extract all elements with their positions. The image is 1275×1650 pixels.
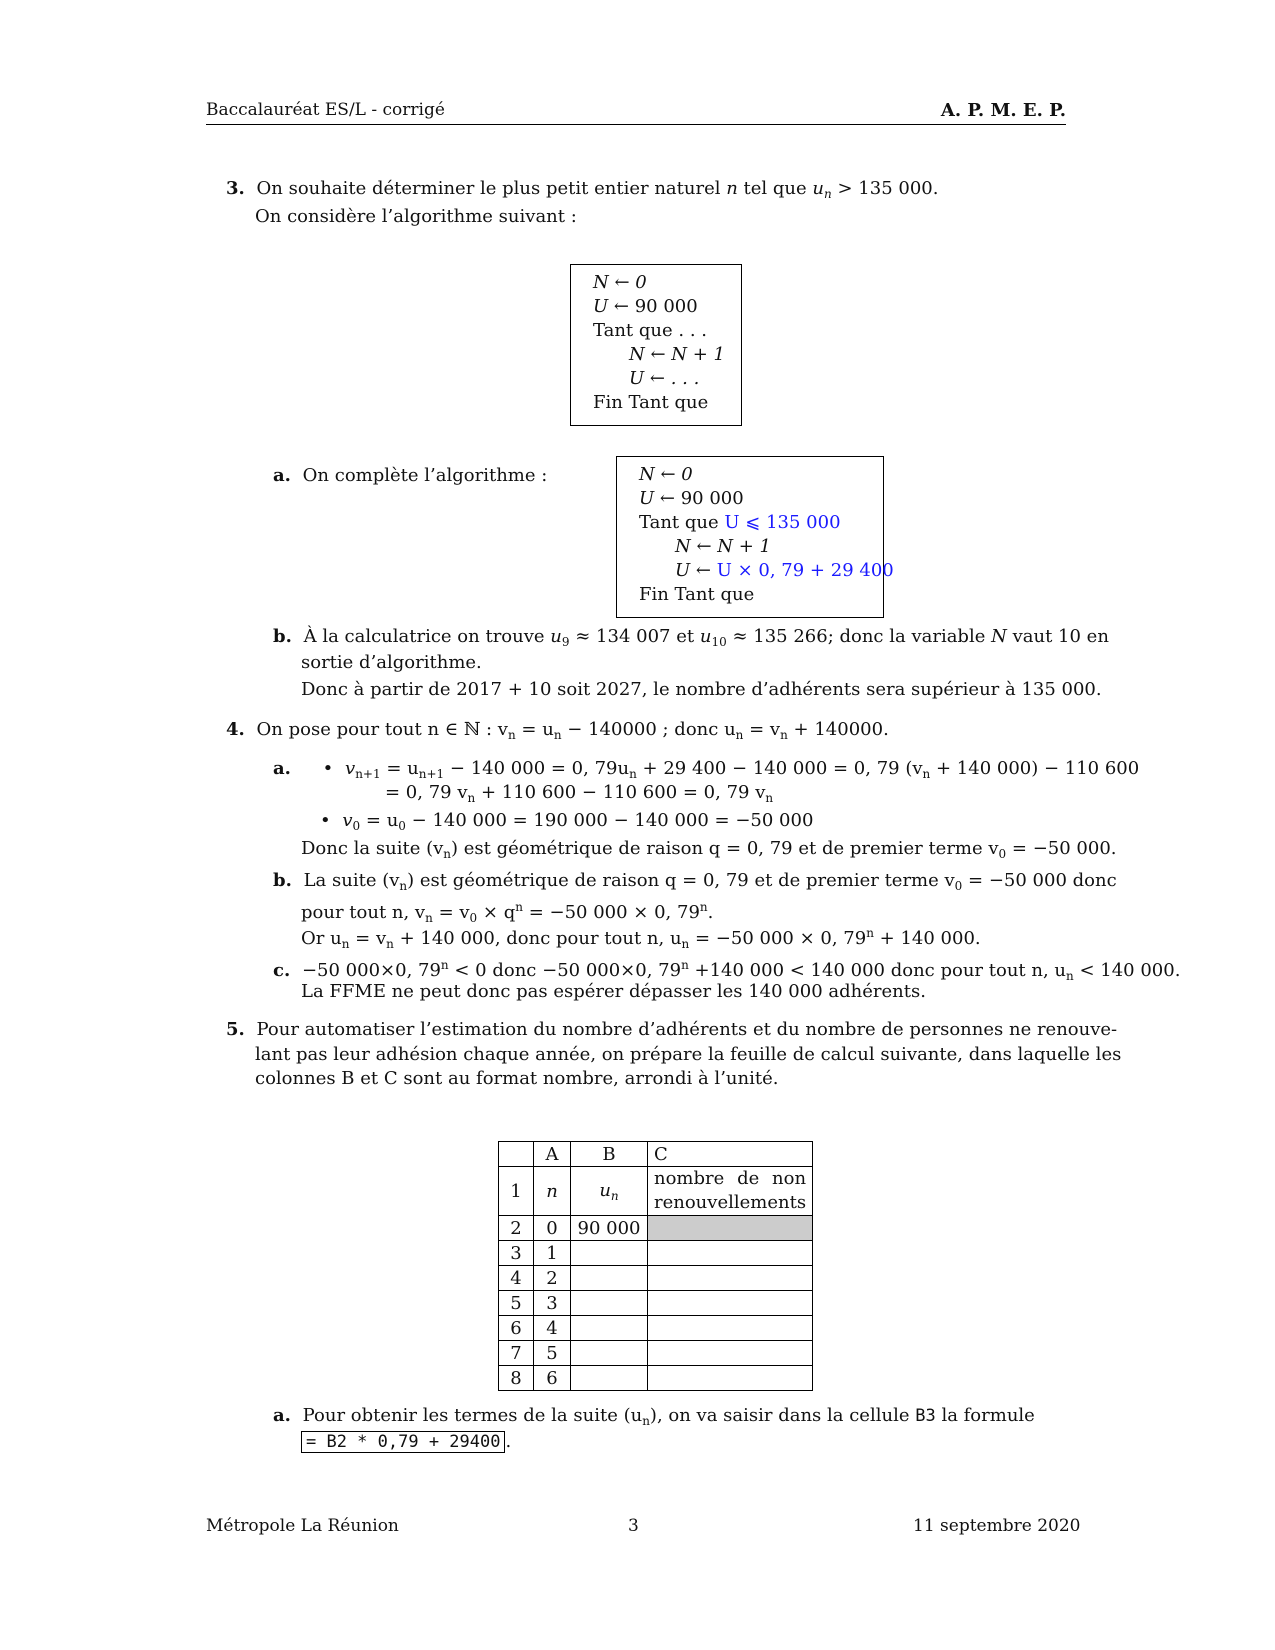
- q5a-line2: = B2 * 0,79 + 29400 .: [301, 1429, 511, 1455]
- header-left: Baccalauréat ES/L - corrigé: [206, 100, 445, 120]
- q4a-line2: = 0, 79 $v_n + 110$ 600 − 110 600 = 0, 79 $v_n$: [385, 782, 774, 805]
- q4b-line1: b. La suite $(v_n)$ est géométrique de raison q = 0, 79 et de premier terme $v_0 = -50$ 000 donc: [273, 870, 1117, 893]
- q4b-line2: pour tout n, $v_n = v_0 \times q^n = -50$ 000 × 0, 79$^n$.: [301, 900, 714, 925]
- table-row: 1 n $u_n$ nombre de non renouvellements: [499, 1167, 813, 1216]
- greyed-cell: [648, 1216, 813, 1241]
- q4c-line2: La FFME ne peut donc pas espérer dépasser les 140 000 adhérents.: [301, 981, 926, 1002]
- spreadsheet-table: [498, 1141, 813, 1391]
- loop-condition: U ⩽ 135 000: [724, 512, 841, 533]
- q4a-line3: • $v_0 = u_0 - 140$ 000 = 190 000 − 140 000 = −50 000: [320, 810, 814, 833]
- q4a-line1: a. • $v_{n+1} = u_{n+1} - 140$ 000 = 0, $79u_n + 29$ 400 − 140 000 = 0, 79 ($v_n + 140$ 000) − 110 600: [273, 758, 1140, 781]
- cell-reference: B3: [915, 1406, 936, 1426]
- q3b-line2: sortie d’algorithme.: [301, 652, 482, 673]
- formula-box: = B2 * 0,79 + 29400: [301, 1431, 505, 1453]
- q4b-line3: Or $u_n = v_n + 140$ 000, donc pour tout n, $u_n = -50$ 000 × 0, $79^n + 140$ 000.: [301, 926, 981, 951]
- q5a-line1: a. Pour obtenir les termes de la suite $(u_n)$, on va saisir dans la cellule B3 la formule: [273, 1405, 1035, 1428]
- q5-line2: lant pas leur adhésion chaque année, on prépare la feuille de calcul suivante, dans laquelle les: [255, 1044, 1122, 1065]
- page-header: [206, 100, 1066, 125]
- table-row: 5 3: [499, 1291, 813, 1316]
- q3b-line1: b. À la calculatrice on trouve $u_9 \approx 134$ 007 et $u_{10} \approx 135$ 266; donc la variable N vaut 10 en: [273, 626, 1109, 649]
- table-row: 2 0 90 000: [499, 1216, 813, 1241]
- q3-line1: 3. On souhaite déterminer le plus petit entier naturel n tel que $u_n > 135$ 000.: [226, 178, 939, 201]
- table-row: 6 4: [499, 1316, 813, 1341]
- table-row: 7 5: [499, 1341, 813, 1366]
- footer-left: Métropole La Réunion: [206, 1516, 399, 1536]
- q5-line3: colonnes B et C sont au format nombre, arrondi à l’unité.: [255, 1068, 779, 1089]
- table-row: 3 1: [499, 1241, 813, 1266]
- page-number: 3: [628, 1516, 639, 1536]
- q3b-line3: Donc à partir de 2017 + 10 soit 2027, le nombre d’adhérents sera supérieur à 135 000.: [301, 679, 1102, 700]
- q5-line1: 5. Pour automatiser l’estimation du nombre d’adhérents et du nombre de personnes ne renouve-: [226, 1019, 1118, 1040]
- completed-algorithm-box: N ← 0 U ← 90 000 Tant que U ⩽ 135 000 N ← N + 1 U ← U × 0, 79 + 29 400 Fin Tant que: [616, 456, 884, 618]
- q3-number: 3.: [226, 178, 245, 199]
- table-row: 4 2: [499, 1266, 813, 1291]
- q3-line2: On considère l’algorithme suivant :: [255, 206, 577, 227]
- table-row: 8 6: [499, 1366, 813, 1391]
- footer-right: 11 septembre 2020: [913, 1516, 1081, 1536]
- table-row: A B C: [499, 1142, 813, 1167]
- header-right: A. P. M. E. P.: [940, 100, 1066, 121]
- q4-line: 4. On pose pour tout n ∈ ℕ : $v_n = u_n - 140000$ ; donc $u_n = v_n + 140000$.: [226, 719, 889, 742]
- q3a-line: a. On complète l’algorithme :: [273, 465, 548, 486]
- algorithm-box: N ← 0 U ← 90 000 Tant que . . . N ← N + 1 U ← . . . Fin Tant que: [570, 264, 742, 426]
- q4a-line4: Donc la suite $(v_n)$ est géométrique de raison q = 0, 79 et de premier terme $v_0 = -50$ 000.: [301, 838, 1117, 861]
- q4c-line1: c. −50 000×0, $79^n < 0$ donc −50 000×0, $79^n +140$ 000 < 140 000 donc pour tout n, $u_n < 140$ 000.: [273, 958, 1181, 983]
- update-expression: U × 0, 79 + 29 400: [716, 560, 894, 581]
